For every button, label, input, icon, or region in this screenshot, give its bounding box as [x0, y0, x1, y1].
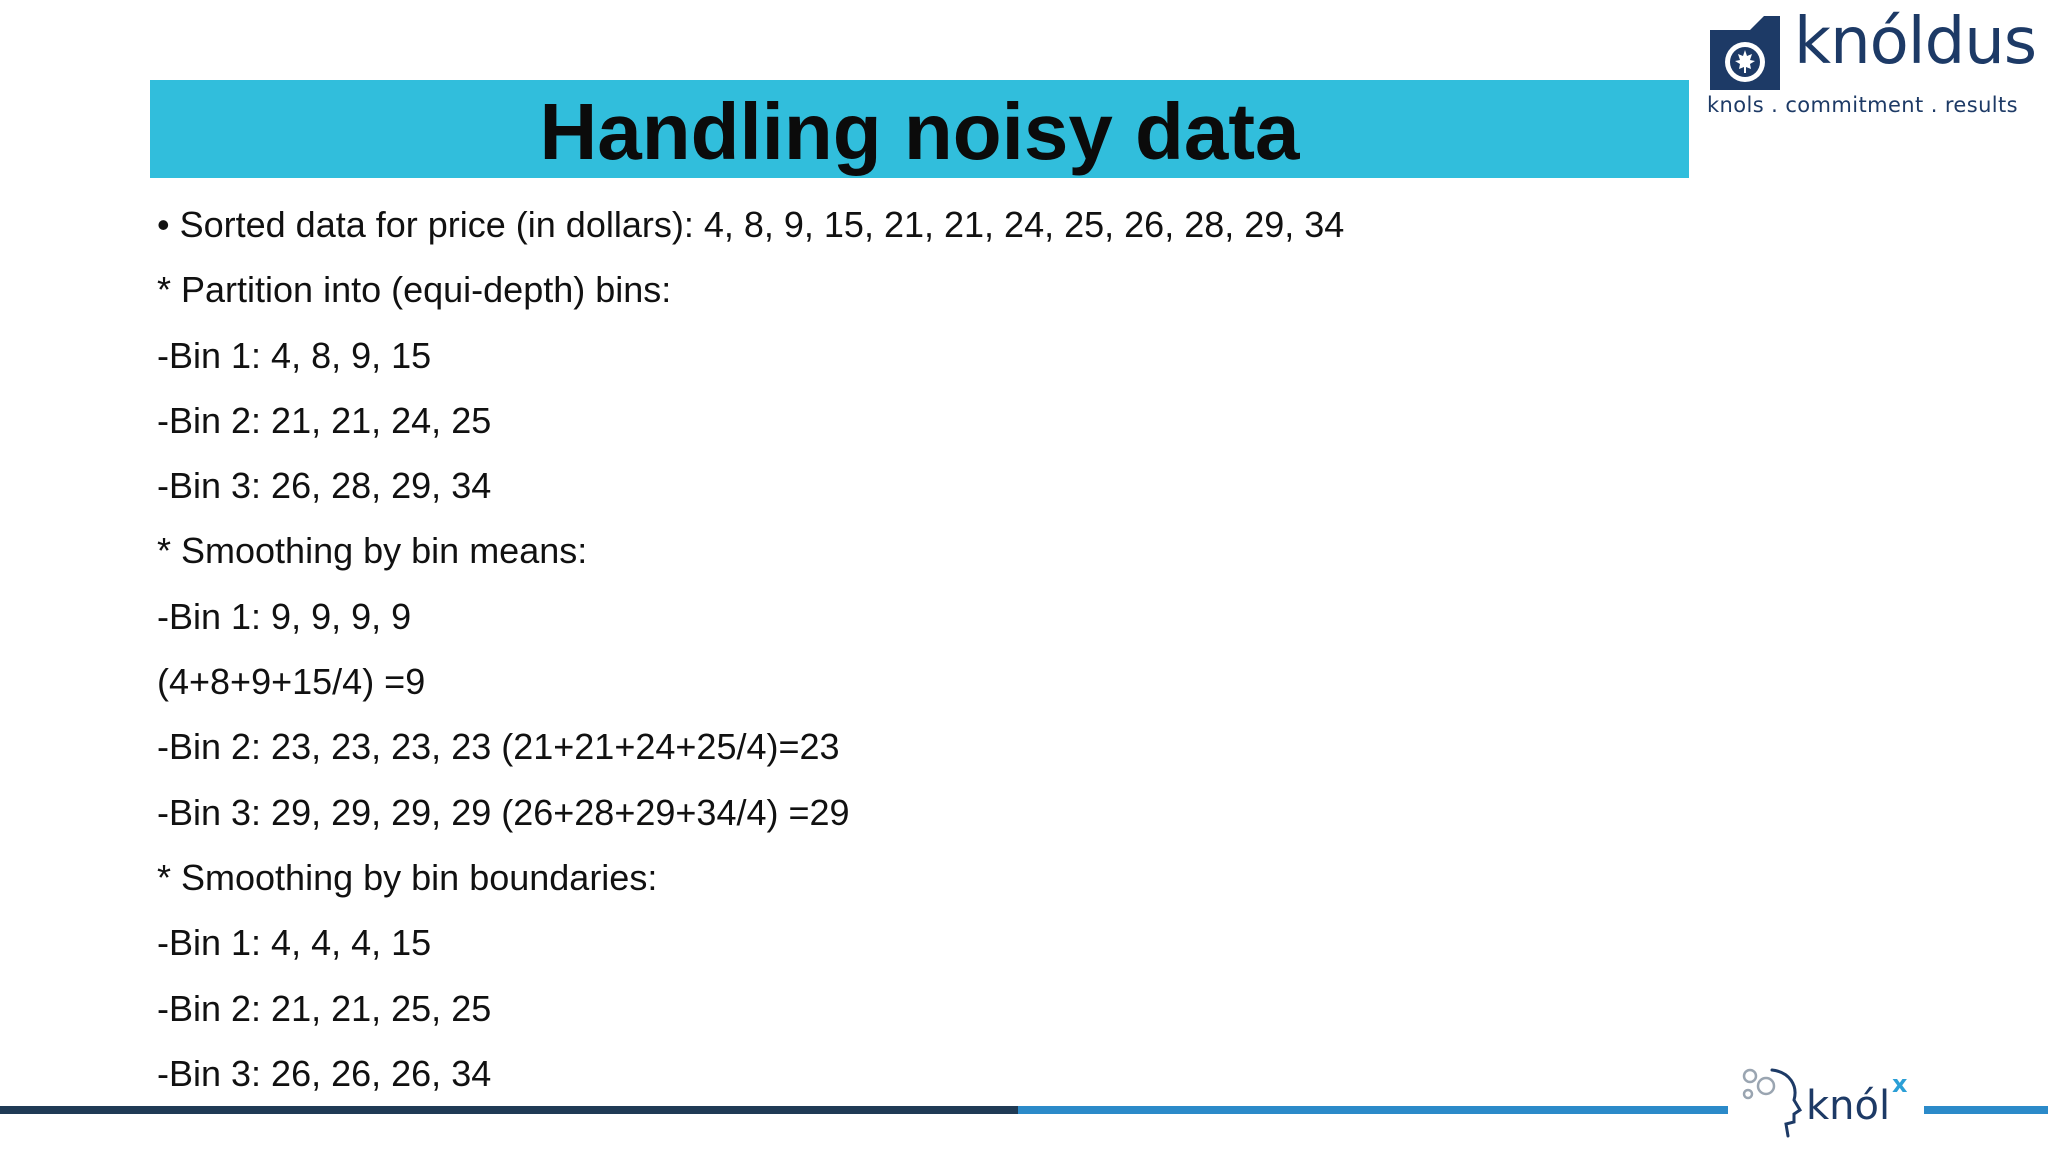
body-line: -Bin 1: 4, 8, 9, 15 — [157, 334, 432, 376]
body-line: -Bin 3: 26, 26, 26, 34 — [157, 1052, 492, 1094]
slide-body — [157, 198, 1657, 1112]
body-line: -Bin 1: 4, 4, 4, 15 — [157, 922, 432, 964]
footer-rule-dark — [0, 1106, 1018, 1114]
body-line: -Bin 2: 21, 21, 25, 25 — [157, 987, 492, 1029]
knolx-superscript: x — [1892, 1070, 1908, 1098]
body-line: * Smoothing by bin boundaries: — [157, 856, 658, 898]
title-banner — [150, 80, 1689, 178]
brand-tagline: knols . commitment . results — [1707, 93, 2018, 117]
body-line: * Smoothing by bin means: — [157, 530, 588, 572]
brand-name: knóldus — [1794, 5, 2037, 79]
body-line: -Bin 2: 21, 21, 24, 25 — [157, 399, 492, 441]
head-gears-icon — [1736, 1060, 1808, 1144]
knoldus-maple-leaf-icon — [1706, 16, 1780, 90]
body-line: -Bin 3: 26, 28, 29, 34 — [157, 465, 492, 507]
slide-title: Handling noisy data — [539, 87, 1300, 176]
body-line: -Bin 3: 29, 29, 29, 29 (26+28+29+34/4) =29 — [157, 791, 850, 833]
knoldus-logo — [1706, 5, 2037, 126]
knolx-name: knól — [1806, 1083, 1891, 1129]
body-line: -Bin 1: 9, 9, 9, 9 — [157, 595, 412, 637]
body-line: (4+8+9+15/4) =9 — [157, 661, 426, 703]
body-line: * Partition into (equi-depth) bins: — [157, 269, 672, 311]
knolx-logo — [1728, 1052, 1924, 1152]
body-line: -Bin 2: 23, 23, 23, 23 (21+21+24+25/4)=23 — [157, 726, 840, 768]
body-line: • Sorted data for price (in dollars): 4, 8, 9, 15, 21, 21, 24, 25, 26, 28, 29, 34 — [157, 204, 1345, 245]
